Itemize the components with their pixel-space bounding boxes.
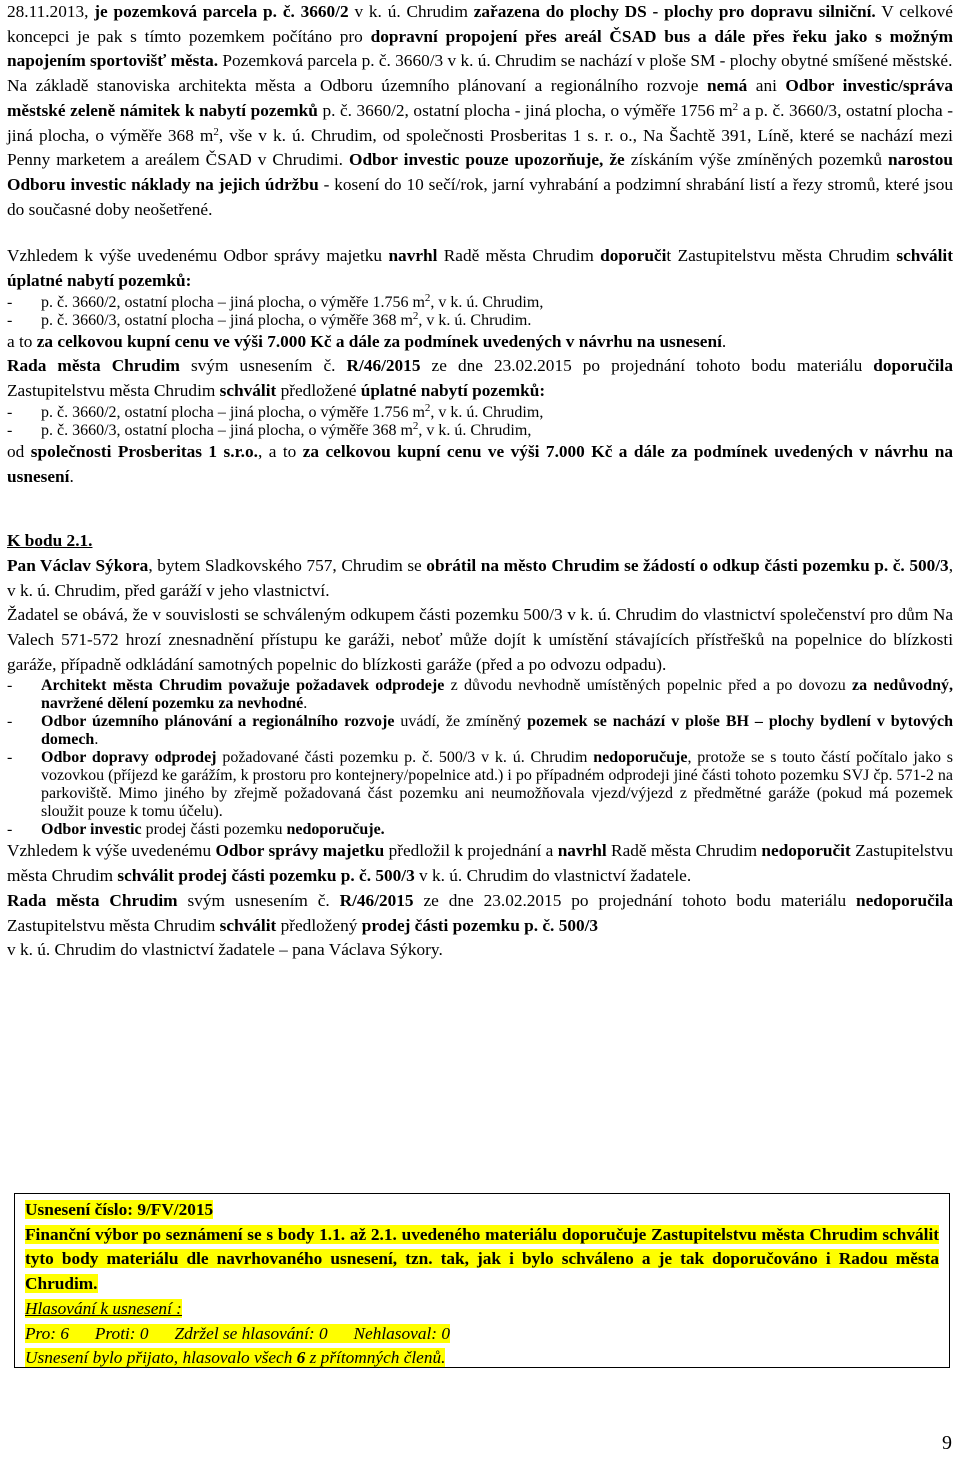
bold-text: Odbor investic bbox=[41, 821, 142, 839]
text: z přítomných členů. bbox=[305, 1348, 446, 1368]
text: Radě města Chrudim bbox=[606, 841, 762, 861]
paragraph-price bbox=[7, 330, 953, 355]
text: Radě města Chrudim bbox=[437, 246, 601, 266]
text: svým usnesením č. bbox=[177, 890, 340, 910]
text: - kosení do 10 sečí/rok, jarní vyhrabání a podzimní shrabání listí a řezy stromů, které jsou do současné doby neošetřené. bbox=[7, 174, 954, 219]
dash: - bbox=[7, 713, 13, 731]
text: p. č. 3660/3, ostatní plocha – jiná plocha, o výměře 368 m bbox=[41, 421, 413, 439]
text: Na základě stanoviska architekta města a Odboru územního plánovaní a regionálního rozvoje bbox=[7, 76, 707, 96]
text: p. č. 3660/3, ostatní plocha – jiná plocha, o výměře 368 m bbox=[41, 311, 413, 329]
text: , v k. ú. Chrudim, bbox=[418, 421, 532, 439]
list-item-text bbox=[41, 677, 953, 713]
document-page bbox=[7, 0, 953, 963]
text: , protože se s touto částí počítalo jako s vozovkou (příjezd ke garážím, k prostoru pro kontejnery/popelnice atd.) i po případném odprodeji jiné části tohoto pozemku SVJ čp. 571-2 na parkoviště. Mimo jiného by zřejmě požadovaná část pozemku ani neumožňovala vjezd/výjezd z předmětné garáže (pokud má pozemek sloužit pouze k tomu účelu). bbox=[41, 749, 953, 821]
bold-text: za celkovou kupní cenu ve výši 7.000 Kč a dále za podmínek uvedených v návrhu na usnesení bbox=[7, 441, 953, 486]
bold-text: R/46/2015 bbox=[339, 890, 414, 910]
superscript: 2 bbox=[424, 401, 431, 414]
dash: - bbox=[7, 293, 13, 311]
list-item-architect bbox=[7, 677, 953, 713]
text: Žadatel se obává, že v souvislosti se schváleným odkupem části pozemku 500/3 v k. ú. Chrudim do vlastnictví společenství pro dům Na Valech 571-572 hrozí znesnadnění přístupu ke garáži, neboť může dojít k umístění stávajících přístřešků na popelnice do blízkosti garáže, případně odkládání samotných popelnic do blízkosti garáže (před a po odvozu odpadu). bbox=[7, 605, 953, 674]
text: Usnesení bylo přijato, hlasovalo všech bbox=[25, 1348, 297, 1368]
list-item bbox=[7, 401, 953, 422]
bold-text: Architekt města Chrudim považuje požadavek odprodeje bbox=[41, 677, 445, 695]
bold-text: Rada města Chrudim bbox=[7, 890, 178, 910]
dash: - bbox=[7, 749, 13, 767]
text: , v k. ú. Chrudim, bbox=[430, 403, 544, 421]
text: , bytem Sladkovského 757, Chrudim se bbox=[148, 555, 427, 575]
paragraph-proposal bbox=[7, 244, 953, 293]
paragraph-land-plan bbox=[7, 0, 953, 74]
resolution-body-text: Finanční výbor po seznámení se s body 1.1. až 2.1. uvedeného materiálu doporučuje Zastupitelstvu města Chrudim schválit tyto body materiálu dle navrhovaného usnesení, tzn. tak, jak i bylo schváleno a je tak doporučováno i Radou města Chrudim. bbox=[25, 1224, 939, 1294]
text: prodej části pozemku bbox=[141, 821, 287, 839]
paragraph-applicant bbox=[7, 554, 953, 603]
bold-text: zařazena do plochy DS - plochy pro dopravu silniční. bbox=[473, 2, 876, 21]
bold-text: dopravní propojení přes areál ČSAD bus a dále přes řeku jako s možným napojením sportovišť města. bbox=[7, 26, 953, 71]
bold-text: Pan Václav Sýkora bbox=[7, 555, 149, 575]
bold-text: společnosti Prosberitas 1 s.r.o. bbox=[30, 441, 258, 461]
superscript: 2 bbox=[213, 125, 219, 138]
resolution-box bbox=[14, 1193, 950, 1368]
list-item-text bbox=[41, 821, 953, 839]
paragraph-architect-opinion bbox=[7, 74, 953, 222]
bold-text: 6 bbox=[296, 1348, 306, 1368]
bold-text: schválit prodej části pozemku p. č. 500/3 bbox=[117, 866, 415, 886]
bold-text: prodej části pozemku p. č. 500/3 bbox=[361, 915, 599, 935]
bold-text: schválit bbox=[219, 381, 277, 401]
text: uvádí, že zmíněný bbox=[394, 713, 528, 731]
text: . bbox=[721, 331, 727, 351]
resolution-title bbox=[25, 1198, 939, 1223]
text: 28.11.2013, bbox=[7, 2, 95, 21]
paragraph-council-decision bbox=[7, 889, 953, 938]
list-item-text bbox=[41, 713, 953, 749]
text: Pozemková parcela p. č. 3660/3 v k. ú. Chrudim se nachází v ploše SM - plochy obytné smíšené městské. bbox=[218, 51, 953, 71]
text: Zastupitelstvu města Chrudim bbox=[7, 841, 953, 886]
paragraph-council-decision-end bbox=[7, 938, 953, 963]
text: V celkové koncepci je pak s tímto pozemkem počítáno pro bbox=[7, 2, 953, 46]
bold-text: doporuči bbox=[600, 246, 667, 266]
list-item-text bbox=[41, 401, 953, 422]
dash: - bbox=[7, 421, 13, 439]
text: Zastupitelstvu města Chrudim bbox=[7, 915, 220, 935]
bold-text: Odbor investic/správa městské zeleně námitek k nabytí pozemků bbox=[7, 76, 953, 120]
text: p. č. 3660/2, ostatní plocha – jiná plocha, o výměře 1.756 m bbox=[41, 293, 425, 311]
bold-text: úplatné nabytí pozemků: bbox=[360, 381, 546, 401]
text: . bbox=[94, 731, 99, 749]
resolution-result-line bbox=[25, 1348, 445, 1367]
vote-against: Proti: 0 bbox=[94, 1323, 149, 1343]
list-item-text bbox=[41, 291, 953, 312]
text: t Zastupitelstvu města Chrudim bbox=[666, 246, 897, 266]
bold-text: je pozemková parcela p. č. 3660/2 bbox=[94, 2, 349, 21]
paragraph-council-resolution bbox=[7, 354, 953, 403]
bold-text: narostou Odboru investic náklady na jejich údržbu bbox=[7, 150, 953, 194]
text: . bbox=[303, 695, 308, 713]
vote-counts-line bbox=[25, 1324, 450, 1343]
text: ze dne 23.02.2015 po projednání tohoto bodu materiálu bbox=[420, 356, 874, 376]
text: předložené bbox=[276, 381, 361, 401]
text: Vzhledem k výše uvedenému bbox=[7, 841, 216, 861]
bold-text: schválit úplatné nabytí pozemků: bbox=[7, 246, 953, 291]
bold-text: Odbor dopravy odprodej bbox=[41, 749, 217, 767]
bold-text: nedoporučit bbox=[761, 841, 851, 861]
text: p. č. 3660/2, ostatní plocha - jiná plocha, o výměře 1756 m bbox=[317, 100, 733, 120]
superscript: 2 bbox=[412, 309, 419, 322]
vote-absent: Nehlasoval: 0 bbox=[353, 1323, 450, 1343]
text: předložil k projednání a bbox=[384, 841, 558, 861]
text: . bbox=[69, 466, 74, 486]
text: v k. ú. Chrudim do vlastnictví žadatele. bbox=[414, 866, 692, 886]
text: a to bbox=[7, 331, 37, 351]
bold-text: za celkovou kupní cenu ve výši 7.000 Kč a dále za podmínek uvedených v návrhu na usnesení bbox=[36, 331, 722, 351]
vote-heading bbox=[25, 1297, 939, 1322]
list-item-investment bbox=[7, 821, 953, 839]
spacer bbox=[7, 489, 953, 529]
list-item bbox=[7, 419, 953, 440]
text: Zastupitelstvu města Chrudim bbox=[7, 381, 220, 401]
vote-counts bbox=[25, 1322, 939, 1347]
bold-text: navrhl bbox=[388, 246, 438, 266]
page-number: 9 bbox=[942, 1432, 952, 1454]
text: a p. č. 3660/3, ostatní plocha - jiná plocha, o výměře 368 m bbox=[7, 100, 953, 145]
resolution-title-text: Usnesení číslo: 9/FV/2015 bbox=[25, 1200, 214, 1219]
vote-heading-text: Hlasování k usnesení : bbox=[25, 1298, 182, 1318]
vote-pro: Pro: 6 bbox=[25, 1323, 69, 1343]
bold-text: schválit bbox=[219, 915, 277, 935]
bold-text: Odbor územního plánování a regionálního rozvoje bbox=[41, 713, 395, 731]
list-item-text bbox=[41, 419, 953, 440]
bold-text: Odbor správy majetku bbox=[215, 841, 385, 861]
text: z důvodu nevhodně umístěných popelnic před a po dovozu bbox=[444, 677, 853, 695]
vote-abstain: Zdržel se hlasování: 0 bbox=[174, 1323, 328, 1343]
bold-text: Rada města Chrudim bbox=[7, 356, 180, 376]
text: předložený bbox=[276, 915, 362, 935]
text: , v k. ú. Chrudim, před garáží v jeho vlastnictví. bbox=[7, 555, 954, 600]
text: ani bbox=[747, 76, 786, 96]
resolution-result bbox=[25, 1346, 939, 1371]
list-item bbox=[7, 309, 953, 330]
bold-text: nemá bbox=[706, 76, 748, 96]
superscript: 2 bbox=[424, 291, 431, 304]
dash: - bbox=[7, 677, 13, 695]
text: p. č. 3660/2, ostatní plocha – jiná plocha, o výměře 1.756 m bbox=[41, 403, 425, 421]
text: svým usnesením č. bbox=[179, 356, 347, 376]
text: , vše v k. ú. Chrudim, od společnosti Prosberitas 1 s. r. o., Na Šachtě 391, Líně, které se nachází mezi Penny marketem a areálem ČSAD v Chrudimi. bbox=[7, 125, 953, 170]
text: , a to bbox=[257, 441, 303, 461]
list-item-text bbox=[41, 309, 953, 330]
text: získáním výše zmíněných pozemků bbox=[624, 150, 888, 170]
bold-text: pozemek se nachází v ploše BH – plochy bydlení v bytových domech bbox=[41, 713, 954, 749]
superscript: 2 bbox=[732, 100, 739, 113]
list-item-planning bbox=[7, 713, 953, 749]
bold-text: R/46/2015 bbox=[346, 356, 421, 376]
text: , v k. ú. Chrudim. bbox=[418, 311, 532, 329]
text: v k. ú. Chrudim do vlastnictví žadatele – pana Václava Sýkory. bbox=[7, 940, 443, 960]
paragraph-property-dept bbox=[7, 839, 953, 888]
spacer bbox=[7, 222, 953, 244]
bold-text: nedoporučila bbox=[856, 890, 953, 910]
dash: - bbox=[7, 821, 13, 839]
bold-text: nedoporučuje bbox=[593, 749, 688, 767]
bold-text: nedoporučuje. bbox=[286, 821, 385, 839]
list-item-text bbox=[41, 749, 953, 821]
text: , v k. ú. Chrudim, bbox=[430, 293, 544, 311]
section-heading bbox=[7, 529, 953, 554]
superscript: 2 bbox=[412, 419, 419, 432]
dash: - bbox=[7, 403, 13, 421]
paragraph-applicant-concern bbox=[7, 603, 953, 677]
text: ze dne 23.02.2015 po projednání tohoto bodu materiálu bbox=[413, 890, 856, 910]
heading-text: K bodu 2.1. bbox=[7, 531, 93, 551]
bold-text: doporučila bbox=[873, 356, 953, 376]
bold-text: navrhl bbox=[557, 841, 607, 861]
bold-text: za nedůvodný, navržené dělení pozemku za nevhodné bbox=[41, 677, 954, 713]
text: Vzhledem k výše uvedenému Odbor správy majetku bbox=[7, 246, 389, 266]
resolution-body bbox=[25, 1223, 939, 1297]
dash: - bbox=[7, 311, 13, 329]
bold-text: Odbor investic pouze upozorňuje, že bbox=[349, 150, 625, 170]
bold-text: obrátil na město Chrudim se žádostí o odkup části pozemku p. č. 500/3 bbox=[426, 555, 949, 575]
list-item bbox=[7, 291, 953, 312]
text: od bbox=[7, 441, 31, 461]
list-item-transport bbox=[7, 749, 953, 821]
paragraph-seller bbox=[7, 440, 953, 489]
text: požadované části pozemku p. č. 500/3 v k. ú. Chrudim bbox=[216, 749, 594, 767]
text: v k. ú. Chrudim bbox=[348, 2, 474, 21]
